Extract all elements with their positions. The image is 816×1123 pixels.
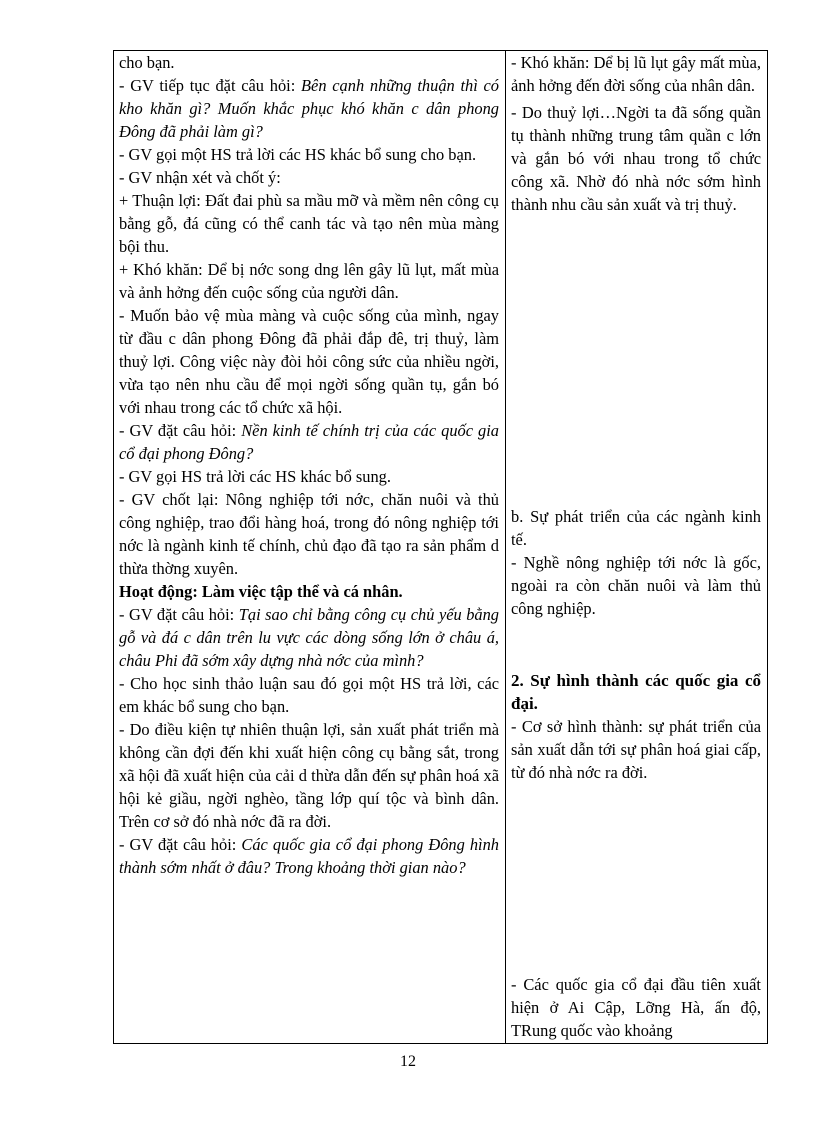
left-para-8: - GV gọi HS trả lời các HS khác bổ sung. xyxy=(119,467,391,486)
right-block-formation xyxy=(511,669,761,784)
page-number: 12 xyxy=(400,1053,416,1070)
left-column-activities xyxy=(114,51,506,1043)
left-para-11-lead: - GV đặt câu hỏi: xyxy=(119,605,239,624)
activity-heading: Hoạt động: Làm việc tập thể và cá nhân. xyxy=(119,582,403,601)
right-para-formation: - Cơ sở hình thành: sự phát triển của sản xuất dẫn tới sự phân hoá giai cấp, từ đó nhà nớc ra đời. xyxy=(511,717,761,782)
left-para-12: - Cho học sinh thảo luận sau đó gọi một HS trả lời, các em khác bổ sung cho bạn. xyxy=(119,674,499,716)
left-para-6: - Muốn bảo vệ mùa màng và cuộc sống của mình, ngay từ đầu c dân phong Đông đã phải đắp đê, trị thuỷ, làm thuỷ lợi. Công việc này đòi hỏi công sức của nhiều ngời, vừa tạo nên nhu cầu để mọi ngời sống quần tụ, gắn bó với nhau trong các tổ chức xã hội. xyxy=(119,306,499,417)
left-para-0: cho bạn. xyxy=(119,53,175,72)
left-para-5: + Khó khăn: Dể bị nớc song dng lên gây lũ lụt, mất mùa và ảnh hởng đến cuộc sống của người dân. xyxy=(119,260,499,302)
right-para-economy-heading: b. Sự phát triển của các ngành kinh tế. xyxy=(511,507,761,549)
left-para-14 xyxy=(119,833,499,879)
right-block-first-states xyxy=(511,973,761,1042)
right-para-irrigation: - Do thuỷ lợi…Ngời ta đã sống quần tụ thành những trung tâm quần c lớn và gắn bó với nhau trong tổ chức công xã. Nhờ đó nhà nớc sớm hình thành nhu cầu sản xuất và trị thuỷ. xyxy=(511,103,761,214)
left-para-3: - GV nhận xét và chốt ý: xyxy=(119,168,281,187)
left-para-1 xyxy=(119,74,499,143)
right-block-difficulties xyxy=(511,51,761,216)
left-para-4: + Thuận lợi: Đất đai phù sa mầu mỡ và mềm nên công cụ bằng gỗ, đá cũng có thể canh tác và tạo nên mùa màng bội thu. xyxy=(119,191,499,256)
left-para-7 xyxy=(119,419,499,465)
left-para-14-question: Các quốc gia cổ đại phong Đông hình thành sớm nhất ở đâu? Trong khoảng thời gian nào? xyxy=(119,835,499,877)
section-2-heading: 2. Sự hình thành các quốc gia cổ đại. xyxy=(511,671,761,713)
left-para-9: - GV chốt lại: Nông nghiệp tới nớc, chăn nuôi và thủ công nghiệp, trao đổi hàng hoá, trong đó nông nghiệp tới nớc là ngành kinh tế chính, chủ đạo đã tạo ra sản phẩm d thừa thờng xuyên. xyxy=(119,490,499,578)
left-para-1-question: Bên cạnh những thuận thì có kho khăn gì? Muốn khắc phục khó khăn c dân phong Đông đã phải làm gì? xyxy=(119,76,499,141)
left-para-13: - Do điều kiện tự nhiên thuận lợi, sản xuất phát triển mà không cần đợi đến khi xuất hiện công cụ bằng sắt, trong xã hội đã xuất hiện của cải d thừa dẫn đến sự phân hoá xã hội kẻ giầu, ngời nghèo, tầng lớp quí tộc và bình dân. Trên cơ sở đó nhà nớc đã ra đời. xyxy=(119,720,499,831)
right-para-difficulty: - Khó khăn: Dể bị lũ lụt gây mất mùa, ảnh hởng đến đời sống của nhân dân. xyxy=(511,53,761,95)
right-para-first-states: - Các quốc gia cổ đại đầu tiên xuất hiện ở Ai Cập, Lỡng Hà, ấn độ, TRung quốc vào khoảng xyxy=(511,975,761,1040)
lesson-table xyxy=(113,50,768,1044)
left-para-11-question: Tại sao chỉ bằng công cụ chủ yếu bằng gỗ và đá c dân trên lu vực các dòng sống lớn ở châu á, châu Phi đã sớm xây dựng nhà nớc của mình? xyxy=(119,605,500,670)
left-para-2: - GV gọi một HS trả lời các HS khác bổ sung cho bạn. xyxy=(119,145,477,164)
left-para-1-lead: - GV tiếp tục đặt câu hỏi: xyxy=(119,76,302,95)
left-para-7-question: Nền kinh tế chính trị của các quốc gia cổ đại phong Đông? xyxy=(119,421,499,463)
left-para-14-lead: - GV đặt câu hỏi: xyxy=(119,835,242,854)
left-para-11 xyxy=(119,603,499,672)
right-column-content xyxy=(506,51,767,1043)
right-block-economy xyxy=(511,505,761,620)
right-para-economy: - Nghề nông nghiệp tới nớc là gốc, ngoài ra còn chăn nuôi và làm thủ công nghiệp. xyxy=(511,553,761,618)
left-para-7-lead: - GV đặt câu hỏi: xyxy=(119,421,242,440)
